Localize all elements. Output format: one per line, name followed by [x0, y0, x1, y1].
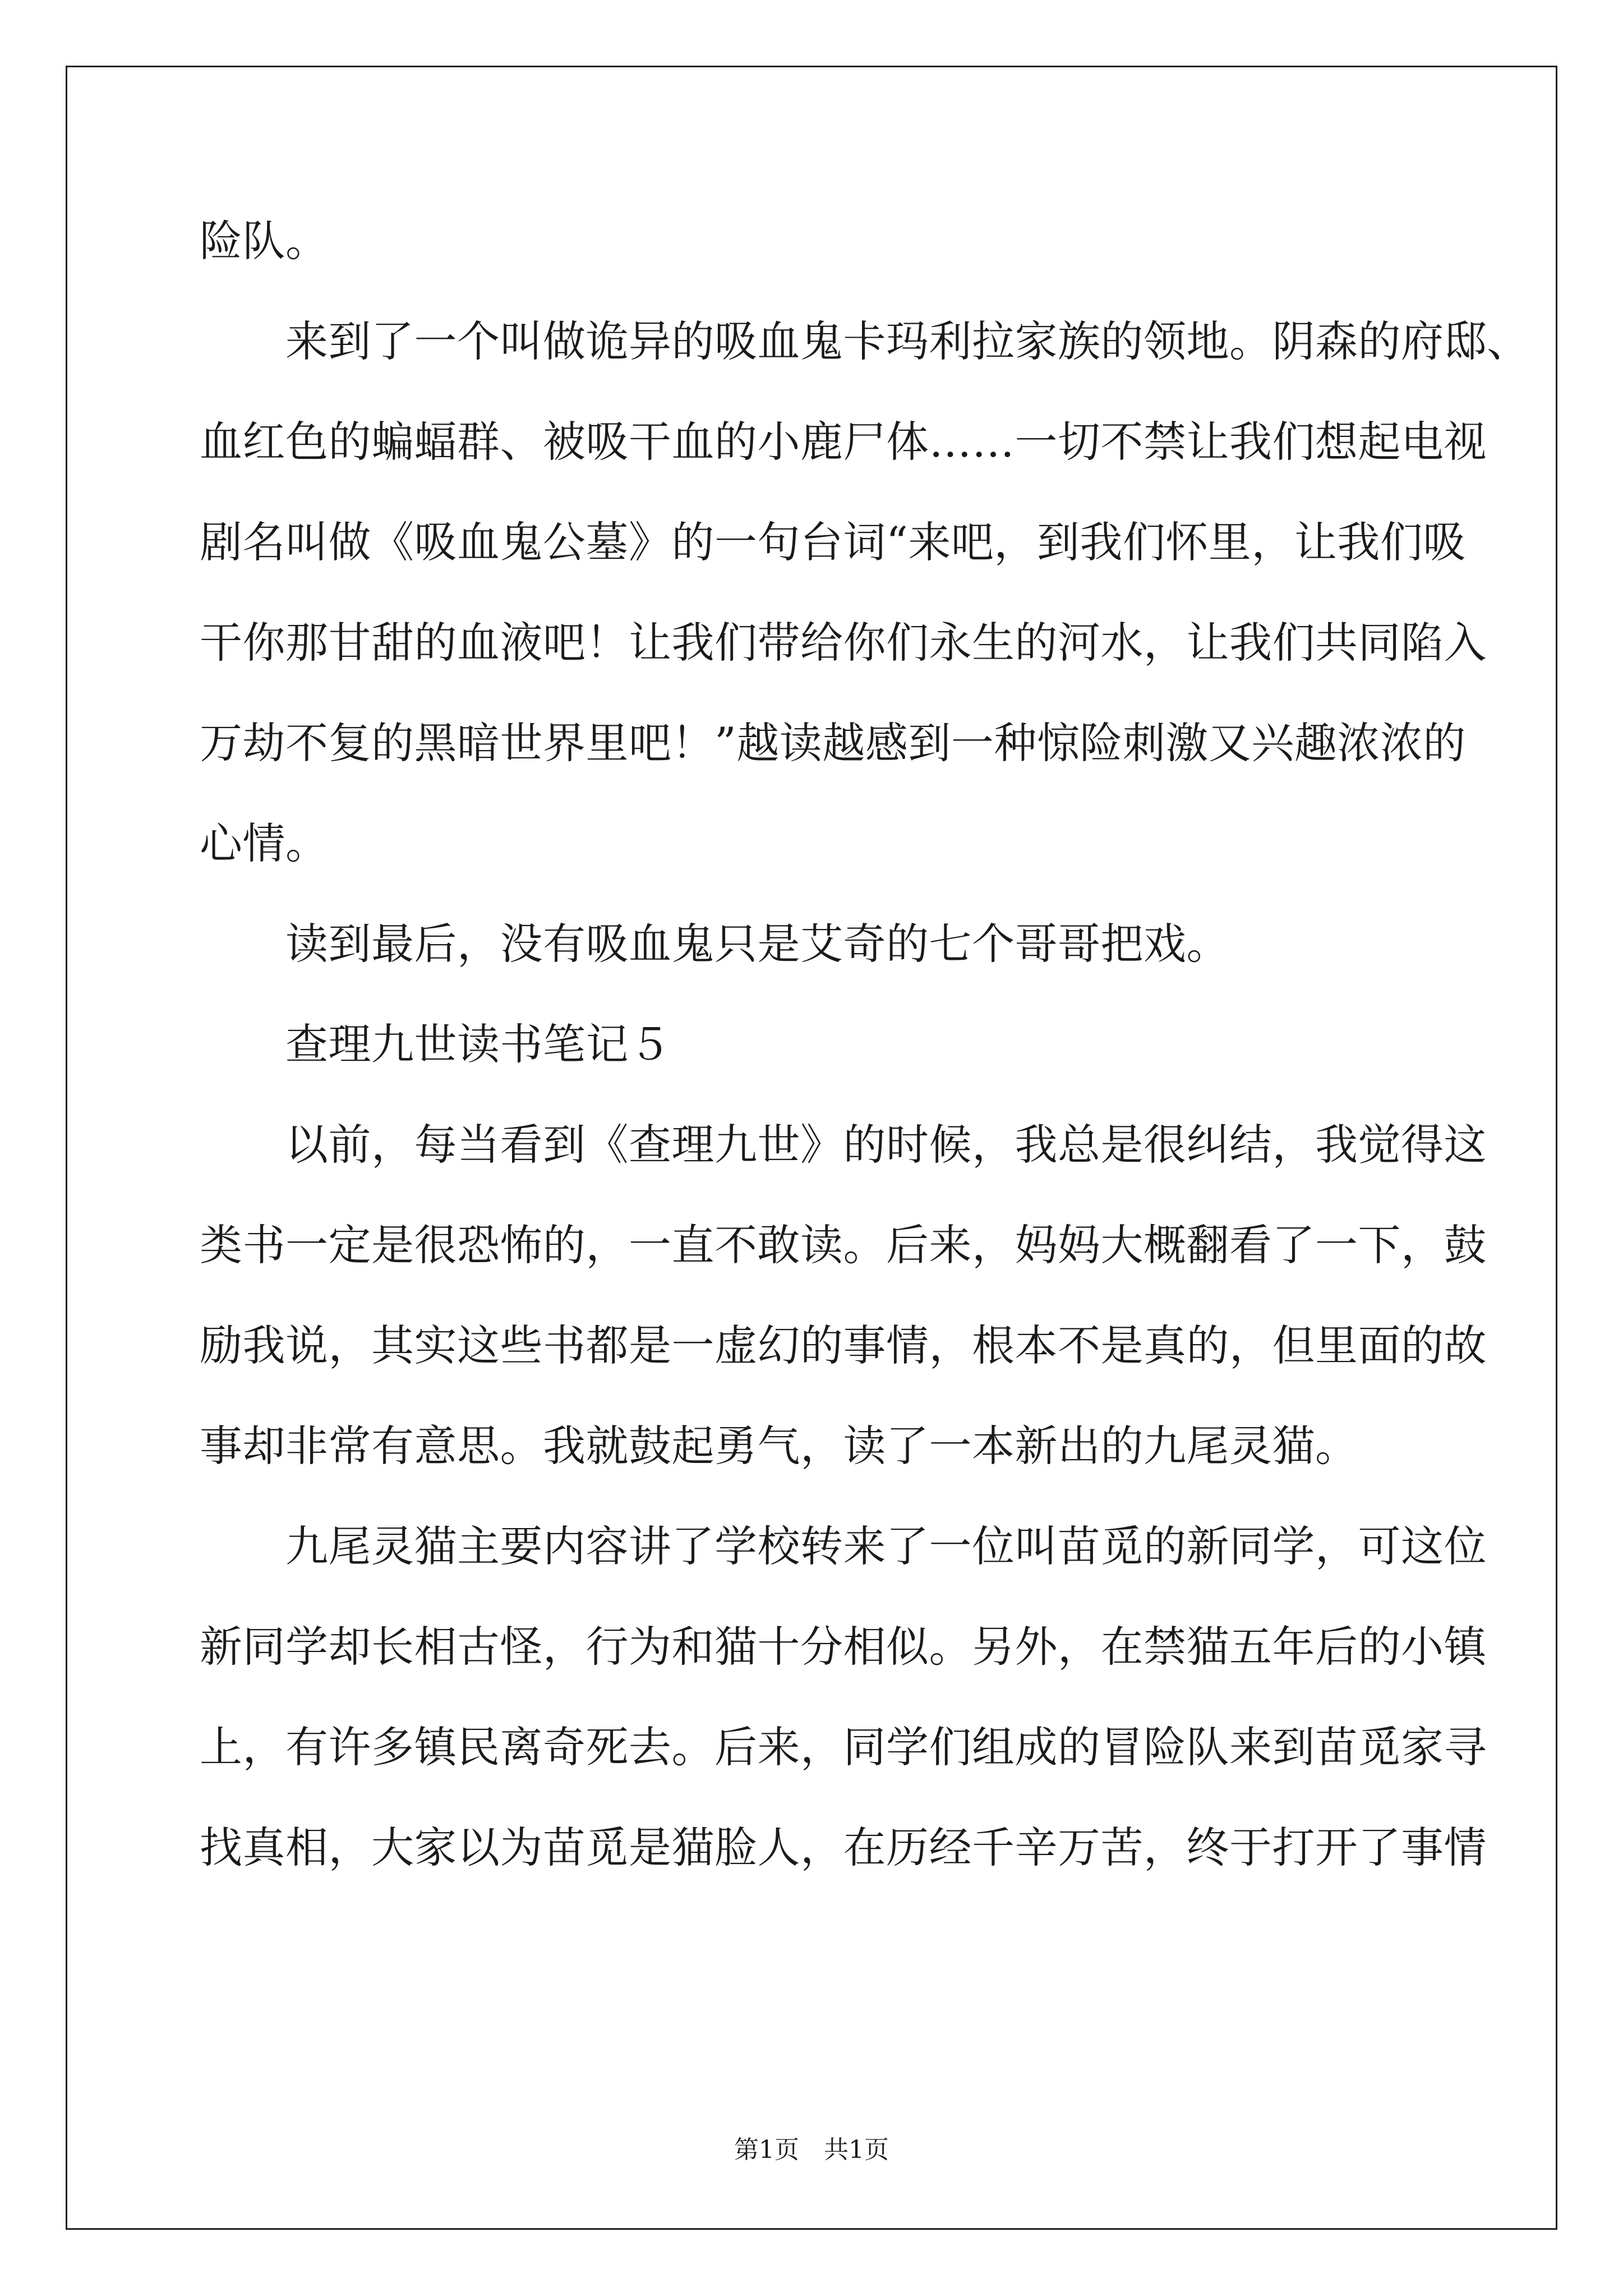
text-line: 找真相，大家以为苗觅是猫脸人，在历经千辛万苦，终于打开了事情 — [200, 1823, 1487, 1872]
text-line: 险队。 — [200, 216, 329, 266]
text-line: 九尾灵猫主要内容讲了学校转来了一位叫苗觅的新同学，可这位 — [200, 1521, 1487, 1571]
text-line: 血红色的蝙蝠群、被吸干血的小鹿尸体……一切不禁让我们想起电视 — [200, 417, 1487, 467]
text-line: 剧名叫做《吸血鬼公墓》的一句台词“来吧，到我们怀里，让我们吸 — [200, 517, 1466, 567]
text-line: 励我说，其实这些书都是一虚幻的事情，根本不是真的，但里面的故 — [200, 1320, 1487, 1370]
text-line: 心情。 — [200, 818, 329, 868]
text-line: 类书一定是很恐怖的，一直不敢读。后来，妈妈大概翻看了一下，鼓 — [200, 1220, 1487, 1270]
text-line: 万劫不复的黑暗世界里吧！”越读越感到一种惊险刺激又兴趣浓浓的 — [200, 718, 1466, 768]
text-line: 读到最后，没有吸血鬼只是艾奇的七个哥哥把戏。 — [200, 919, 1229, 969]
text-line: 以前，每当看到《查理九世》的时候，我总是很纠结，我觉得这 — [200, 1120, 1487, 1170]
text-line: 干你那甘甜的血液吧！让我们带给你们永生的河水，让我们共同陷入 — [200, 618, 1487, 668]
text-line: 来到了一个叫做诡异的吸血鬼卡玛利拉家族的领地。阴森的府邸、 — [200, 316, 1530, 366]
section-heading: 查理九世读书笔记５ — [200, 1019, 672, 1069]
text-line: 上，有许多镇民离奇死去。后来，同学们组成的冒险队来到苗觅家寻 — [200, 1722, 1487, 1772]
text-line: 新同学却长相古怪，行为和猫十分相似。另外，在禁猫五年后的小镇 — [200, 1622, 1487, 1672]
page-number-footer: 第1页 共1页 — [734, 2136, 889, 2164]
text-line: 事却非常有意思。我就鼓起勇气，读了一本新出的九尾灵猫。 — [200, 1421, 1358, 1471]
